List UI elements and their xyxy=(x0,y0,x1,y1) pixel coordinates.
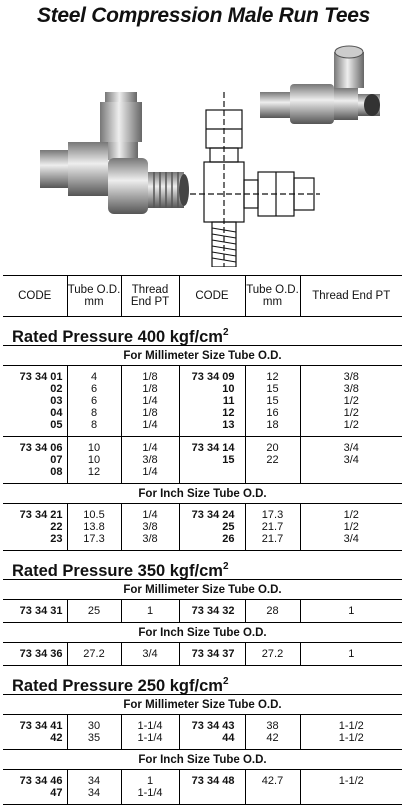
cell: 1 xyxy=(300,600,402,623)
table-row xyxy=(3,643,402,666)
section-label: For Millimeter Size Tube O.D. xyxy=(3,695,402,715)
page-title: Steel Compression Male Run Tees xyxy=(36,4,371,27)
cell: 1/4 xyxy=(121,437,179,455)
cell xyxy=(300,466,402,484)
cell: 17.3 xyxy=(245,504,300,522)
cell: 22 xyxy=(50,521,63,533)
pressure-label: Rated Pressure 400 kgf/cm xyxy=(12,328,223,346)
section-label: For Millimeter Size Tube O.D. xyxy=(3,580,402,600)
cell: 12 xyxy=(245,366,300,384)
cell: 1/4 xyxy=(121,395,179,407)
cell: 73 34 21 xyxy=(19,509,63,521)
header-code-2: CODE xyxy=(179,276,245,317)
cell: 1/2 xyxy=(300,407,402,419)
table-row xyxy=(3,437,402,455)
cell: 1/8 xyxy=(121,407,179,419)
table-row xyxy=(3,383,402,395)
cell: 27.2 xyxy=(67,643,121,666)
spec-table xyxy=(3,275,402,805)
cell: 73 34 14 xyxy=(179,437,245,455)
table-row xyxy=(3,600,402,623)
cell: 1 xyxy=(121,600,179,623)
cell: 10 xyxy=(67,454,121,466)
pressure-heading-350 xyxy=(3,551,402,580)
cell: 16 xyxy=(245,407,300,419)
cell: 17.3 xyxy=(67,533,121,551)
cell: 15 xyxy=(245,383,300,395)
table-header-row xyxy=(3,276,402,317)
cell: 1/2 xyxy=(300,521,402,533)
cell: 73 34 48 xyxy=(179,770,245,788)
cell: 13.8 xyxy=(67,521,121,533)
cell: 10 xyxy=(179,383,245,395)
pressure-superscript: 2 xyxy=(222,676,229,687)
table-row xyxy=(3,787,402,805)
cell: 47 xyxy=(3,787,67,805)
tee-fitting-photo-right xyxy=(250,40,390,150)
cell: 12 xyxy=(179,407,245,419)
section-heading xyxy=(3,695,402,715)
header-thread-2: Thread End PT xyxy=(300,276,402,317)
header-tube: Tube O.D. mm xyxy=(67,276,121,317)
cell: 73 34 06 xyxy=(19,442,63,454)
cell: 42 xyxy=(245,732,300,750)
section-label: For Inch Size Tube O.D. xyxy=(3,750,402,770)
cell: 3/8 xyxy=(121,521,179,533)
cell: 3/8 xyxy=(300,366,402,384)
pressure-superscript: 2 xyxy=(222,327,229,338)
table-row xyxy=(3,366,402,384)
table-row xyxy=(3,521,402,533)
cell: 3/8 xyxy=(300,383,402,395)
cell: 8 xyxy=(67,407,121,419)
section-heading xyxy=(3,623,402,643)
cell xyxy=(179,466,245,484)
cell xyxy=(245,787,300,805)
cell: 8 xyxy=(67,419,121,437)
cell: 20 xyxy=(245,437,300,455)
cell: 73 34 36 xyxy=(3,643,67,666)
cell xyxy=(300,787,402,805)
cell: 42.7 xyxy=(245,770,300,788)
pressure-label: Rated Pressure 350 kgf/cm xyxy=(12,562,223,580)
cell: 73 34 41 xyxy=(19,720,63,732)
cell: 22 xyxy=(245,454,300,466)
cell: 11 xyxy=(179,395,245,407)
section-heading xyxy=(3,346,402,366)
cell: 1-1/2 xyxy=(300,715,402,733)
table-row xyxy=(3,715,402,733)
cell: 15 xyxy=(245,395,300,407)
table-row xyxy=(3,770,402,788)
cell: 73 34 31 xyxy=(3,600,67,623)
cell: 4 xyxy=(67,366,121,384)
cell: 1/2 xyxy=(300,419,402,437)
cell: 3/4 xyxy=(300,454,402,466)
cell: 73 34 09 xyxy=(179,366,245,384)
cell: 1-1/2 xyxy=(300,732,402,750)
table-row xyxy=(3,407,402,419)
pressure-heading-250 xyxy=(3,666,402,695)
cell: 30 xyxy=(67,715,121,733)
cell: 3/4 xyxy=(300,533,402,551)
cell: 1/4 xyxy=(121,419,179,437)
cell: 21.7 xyxy=(245,533,300,551)
cell: 1/2 xyxy=(300,395,402,407)
cell: 03 xyxy=(50,395,63,407)
cell: 21.7 xyxy=(245,521,300,533)
cell: 34 xyxy=(67,770,121,788)
cell: 73 34 46 xyxy=(19,775,63,787)
cell: 6 xyxy=(67,395,121,407)
cell: 10 xyxy=(67,437,121,455)
tee-fitting-photo-left xyxy=(30,80,200,260)
header-thread: Thread End PT xyxy=(121,276,179,317)
cell: 1/4 xyxy=(121,504,179,522)
section-label: For Inch Size Tube O.D. xyxy=(3,623,402,643)
cell: 26 xyxy=(179,533,245,551)
cell: 18 xyxy=(245,419,300,437)
cell: 73 34 01 xyxy=(19,371,63,383)
cell: 12 xyxy=(67,466,121,484)
pressure-label: Rated Pressure 250 kgf/cm xyxy=(12,677,223,695)
cell: 38 xyxy=(245,715,300,733)
cell: 3/8 xyxy=(121,533,179,551)
table-row xyxy=(3,466,402,484)
cell: 6 xyxy=(67,383,121,395)
cell: 04 xyxy=(50,407,63,419)
cell: 1/2 xyxy=(300,504,402,522)
section-heading xyxy=(3,484,402,504)
cell xyxy=(245,466,300,484)
cell: 1/8 xyxy=(121,366,179,384)
pressure-heading-400 xyxy=(3,317,402,346)
cell: 08 xyxy=(3,466,67,484)
cell: 1-1/2 xyxy=(300,770,402,788)
cell: 44 xyxy=(179,732,245,750)
cell: 02 xyxy=(50,383,63,395)
section-label: For Millimeter Size Tube O.D. xyxy=(3,346,402,366)
section-heading xyxy=(3,580,402,600)
cell: 73 34 43 xyxy=(179,715,245,733)
cell: 25 xyxy=(67,600,121,623)
section-label: For Inch Size Tube O.D. xyxy=(3,484,402,504)
table-row xyxy=(3,533,402,551)
table-row xyxy=(3,419,402,437)
table-row xyxy=(3,395,402,407)
header-tube-2: Tube O.D. mm xyxy=(245,276,300,317)
cell: 27.2 xyxy=(245,643,300,666)
cell: 1-1/4 xyxy=(121,787,179,805)
section-heading xyxy=(3,750,402,770)
cell: 23 xyxy=(3,533,67,551)
cell: 3/4 xyxy=(300,437,402,455)
cell: 34 xyxy=(67,787,121,805)
cell: 1 xyxy=(121,770,179,788)
cell: 3/4 xyxy=(121,643,179,666)
cell: 73 34 24 xyxy=(179,504,245,522)
table-row xyxy=(3,732,402,750)
cell: 42 xyxy=(3,732,67,750)
cell: 1-1/4 xyxy=(121,715,179,733)
cell: 1/8 xyxy=(121,383,179,395)
cell: 3/8 xyxy=(121,454,179,466)
cell: 1-1/4 xyxy=(121,732,179,750)
cell: 25 xyxy=(179,521,245,533)
cell: 15 xyxy=(179,454,245,466)
cell: 28 xyxy=(245,600,300,623)
cell: 05 xyxy=(3,419,67,437)
cell: 73 34 32 xyxy=(179,600,245,623)
cell: 1 xyxy=(300,643,402,666)
cell: 35 xyxy=(67,732,121,750)
cell: 13 xyxy=(179,419,245,437)
cell: 10.5 xyxy=(67,504,121,522)
cell: 73 34 37 xyxy=(179,643,245,666)
header-code: CODE xyxy=(3,276,67,317)
cell: 1/4 xyxy=(121,466,179,484)
cell: 07 xyxy=(50,454,63,466)
table-row xyxy=(3,454,402,466)
pressure-superscript: 2 xyxy=(222,561,229,572)
table-row xyxy=(3,504,402,522)
cell xyxy=(179,787,245,805)
